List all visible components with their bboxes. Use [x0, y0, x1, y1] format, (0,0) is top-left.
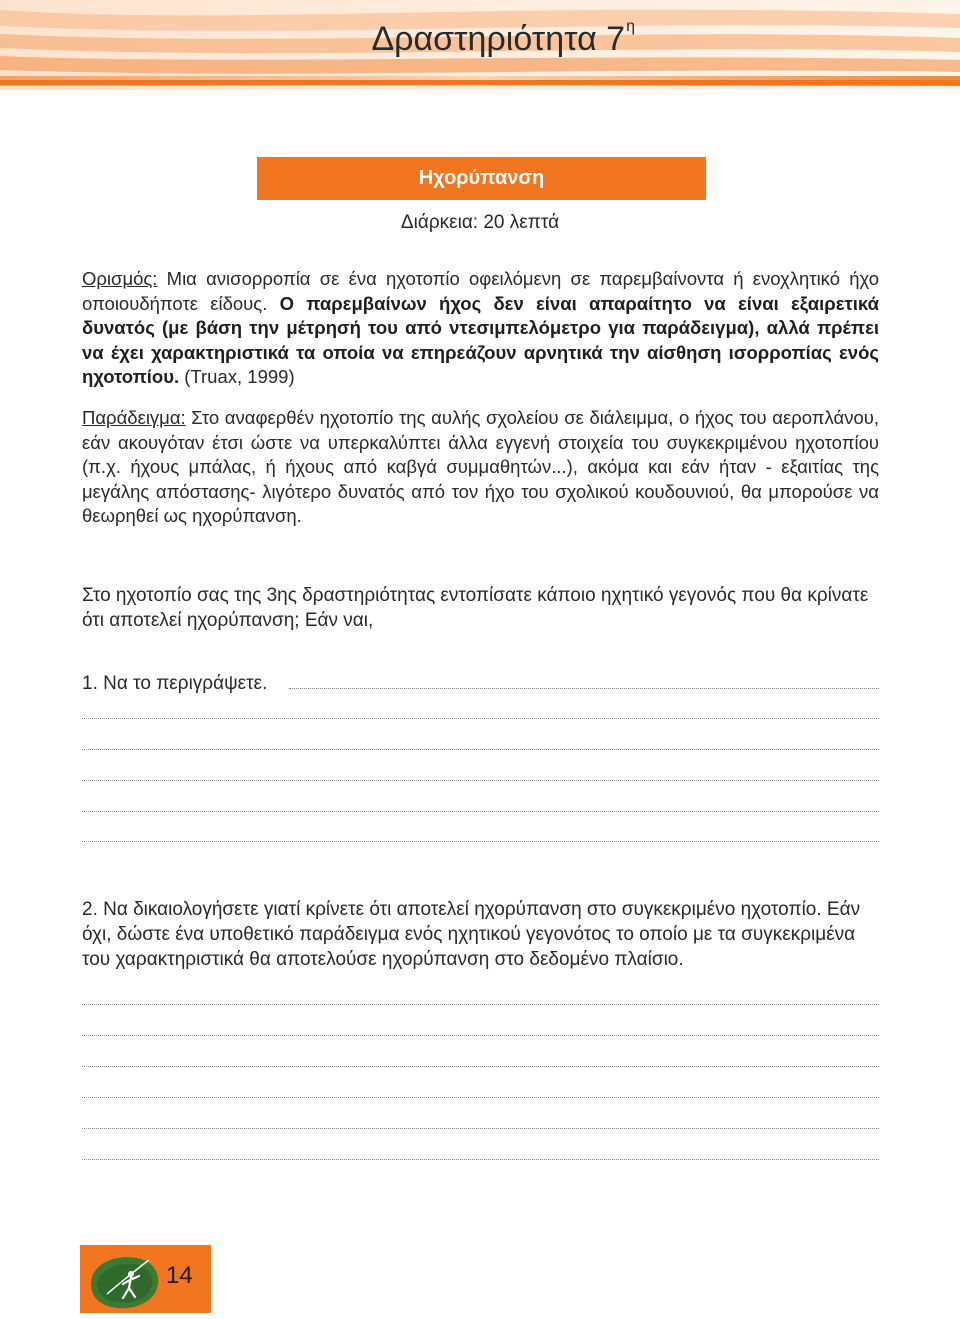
definition-citation: (Truax, 1999) — [179, 366, 295, 387]
answer-line[interactable] — [82, 811, 879, 812]
definition-label: Ορισμός: — [82, 268, 158, 289]
question-2: 2. Να δικαιολογήσετε γιατί κρίνετε ότι αποτελεί ηχορύπανση στο συγκεκριμένο ηχοτοπίο. Εάν όχι, δώστε ένα υποθετικό παράδειγμα ενός ηχητικού γεγονότος το οποίο με τα συγκεκριμένα του χαρακτηριστικά θα αποτελούσε ηχορύπανση στο δεδομένο πλαίσιο. — [82, 899, 861, 970]
example-paragraph — [82, 406, 879, 529]
page-header — [0, 0, 960, 90]
answer-line[interactable] — [82, 718, 879, 719]
answer-line[interactable] — [82, 1035, 879, 1036]
answer-line[interactable] — [82, 1066, 879, 1067]
answer-line[interactable] — [82, 1128, 879, 1129]
activity-banner: Ηχορύπανση — [257, 157, 706, 200]
duration-text: Διάρκεια: 20 λεπτά — [400, 212, 560, 233]
answer-line[interactable] — [82, 1097, 879, 1098]
answer-line[interactable] — [82, 841, 879, 842]
page-title: Δραστηριότητα $7^\eta$ — [371, 18, 635, 58]
answer-line[interactable] — [82, 1004, 879, 1005]
answer-line[interactable] — [82, 780, 879, 781]
leaf-figure-logo-icon — [85, 1250, 163, 1312]
answer-line[interactable] — [82, 1159, 879, 1160]
example-text: Στο αναφερθέν ηχοτοπίο της αυλής σχολείου σε διάλειμμα, ο ήχος του αεροπλάνου, εάν ακουγόταν έτσι ώστε να υπερκαλύπτει άλλα εγγενή στοιχεία του συγκεκριμένου ηχοτοπίου (π.χ. ήχους μπάλας, ή ήχους από καβγά συμμαθητών...), ακόμα και εάν ήταν - εξαιτίας της μεγάλης απόστασης- λιγότερο δυνατός από τον ήχο του σχολικού κουδουνιού, θα μπορούσε να θεωρηθεί ως ηχορύπανση. — [82, 407, 879, 526]
definition-bold-text: Ο παρεμβαίνων ήχος δεν είναι απαραίτητο να είναι εξαιρετικά δυνατός (με βάση την μέτρησή του από ντεσιμπελόμετρο για παράδειγμα), αλλά πρέπει να έχει χαρακτηριστικά τα οποία να επηρεάζουν αρνητικά την αίσθηση ισορροπίας ενός ηχοτοπίου. — [82, 292, 879, 387]
definition-text: Μια ανισορροπία σε ένα ηχοτοπίο οφειλόμενη σε παρεμβαίνοντα ή ενοχλητικό ήχο οποιουδήποτε είδους. — [82, 268, 879, 314]
answer-line[interactable] — [82, 749, 879, 750]
question-intro: Στο ηχοτοπίο σας της 3ης δραστηριότητας εντοπίσατε κάποιο ηχητικό γεγονός που θα κρίνατε ότι αποτελεί ηχορύπανση; Εάν ναι, — [82, 585, 869, 631]
question-1: 1. Να το περιγράψετε. — [82, 673, 268, 694]
page-number: 14 — [166, 1262, 193, 1289]
definition-paragraph — [82, 267, 879, 390]
answer-line-1-inline[interactable] — [289, 688, 879, 689]
example-label: Παράδειγμα: — [82, 407, 186, 428]
